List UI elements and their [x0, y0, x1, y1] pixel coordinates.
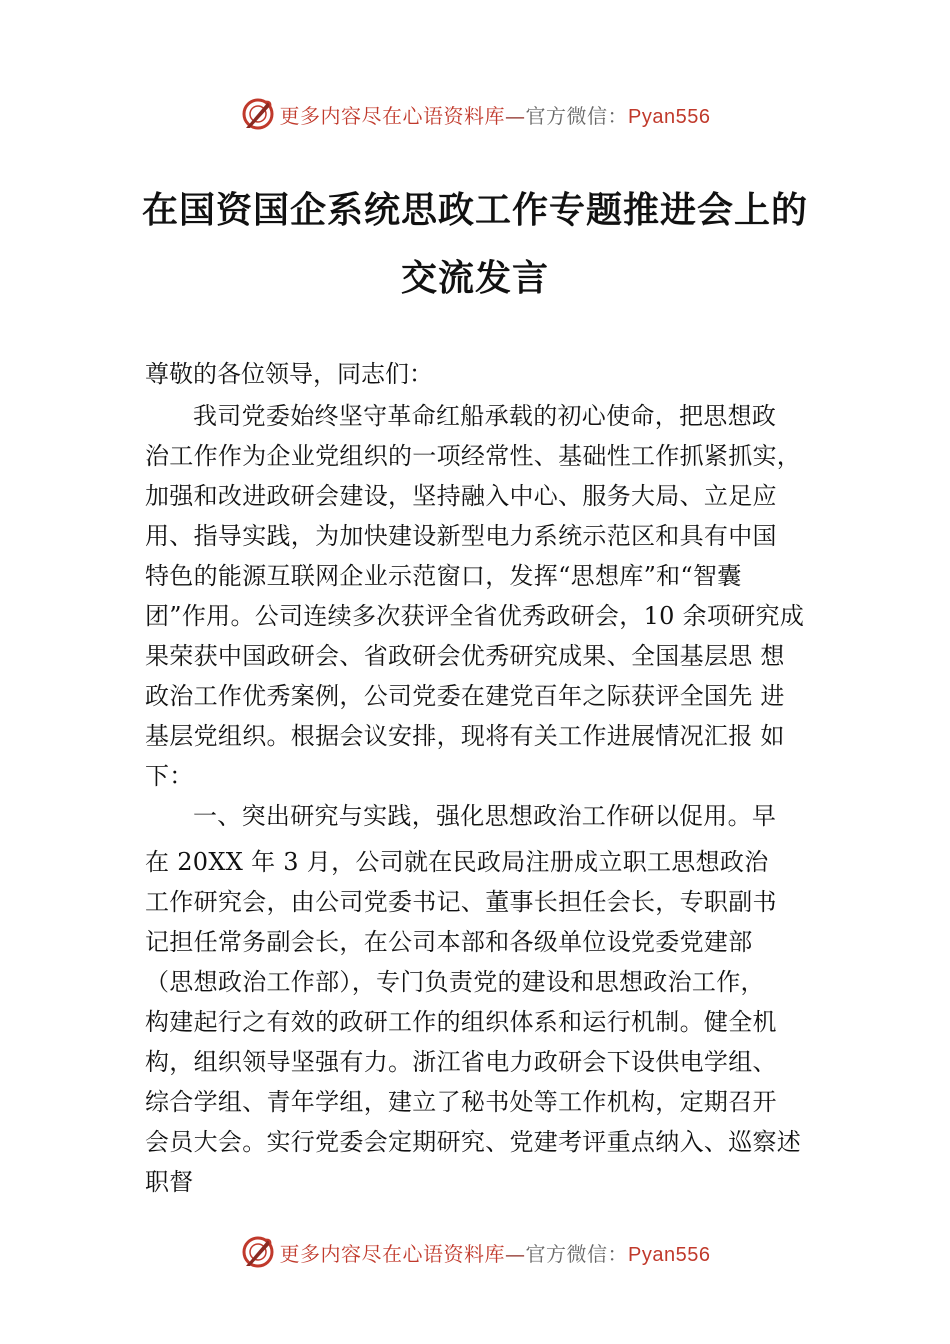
body-line: 团”作用。公司连续多次获评全省优秀政研会，10 余项研究成	[145, 602, 805, 630]
body-line: 基层党组织。根据会议安排，现将有关工作进展情况汇报 如	[145, 722, 785, 750]
body-line: 下：	[145, 762, 194, 790]
banner-promo-text: 更多内容尽在心语资料库	[279, 1241, 506, 1266]
body-line: 构建起行之有效的政研工作的组织体系和运行机制。健全机	[145, 1008, 777, 1036]
body-line: 果荣获中国政研会、省政研会优秀研究成果、全国基层思 想	[145, 642, 785, 670]
body-line: 在 20XX 年 3 月，公司就在民政局注册成立职工思想政治	[145, 848, 769, 876]
quill-pen-logo-icon	[240, 96, 276, 132]
body-line: 记担任常务副会长，在公司本部和各级单位设党委党建部	[145, 928, 753, 956]
banner-wechat-label: 官方微信：	[525, 1241, 629, 1266]
document-title-line-1: 在国资国企系统思政工作专题推进会上的	[141, 189, 808, 231]
banner-wechat-id: Pyan556	[628, 105, 711, 128]
document-title-line-2: 交流发言	[400, 257, 549, 299]
body-line: 工作研究会，由公司党委书记、董事长担任会长，专职副书	[145, 888, 777, 916]
body-line: 加强和改进政研会建设，坚持融入中心、服务大局、立足应	[145, 482, 777, 510]
banner-wechat-label: 官方微信：	[525, 103, 629, 128]
quill-pen-logo-icon	[240, 1234, 276, 1270]
banner-text	[280, 1238, 711, 1267]
body-line: 职督	[145, 1168, 194, 1196]
body-line: 特色的能源互联网企业示范窗口，发挥“思想库”和“智囊	[145, 562, 742, 590]
body-line: 综合学组、青年学组，建立了秘书处等工作机构，定期召开	[145, 1088, 777, 1116]
body-line: 用、指导实践，为加快建设新型电力系统示范区和具有中国	[145, 522, 777, 550]
footer-banner	[0, 1232, 950, 1272]
header-banner	[0, 94, 950, 134]
body-line: 政治工作优秀案例，公司党委在建党百年之际获评全国先 进	[145, 682, 785, 710]
body-line: 会员大会。实行党委会定期研究、党建考评重点纳入、巡察述	[145, 1128, 802, 1156]
body-line: 我司党委始终坚守革命红船承载的初心使命，把思想政	[193, 402, 777, 430]
banner-promo-text: 更多内容尽在心语资料库	[279, 103, 506, 128]
banner-wechat-id: Pyan556	[628, 1243, 711, 1266]
banner-dash: —	[505, 103, 526, 128]
banner-text	[280, 100, 711, 129]
document-body	[145, 396, 845, 1202]
body-line: 构，组织领导坚强有力。浙江省电力政研会下设供电学组、	[145, 1048, 777, 1076]
body-line: 治工作作为企业党组织的一项经常性、基础性工作抓紧抓实，	[145, 442, 802, 470]
body-line: （思想政治工作部），专门负责党的建设和思想政治工作，	[145, 968, 765, 996]
banner-dash: —	[505, 1241, 526, 1266]
body-line: 一、突出研究与实践，强化思想政治工作研以促用。早	[193, 802, 777, 830]
salutation: 尊敬的各位领导，同志们：	[145, 360, 433, 388]
